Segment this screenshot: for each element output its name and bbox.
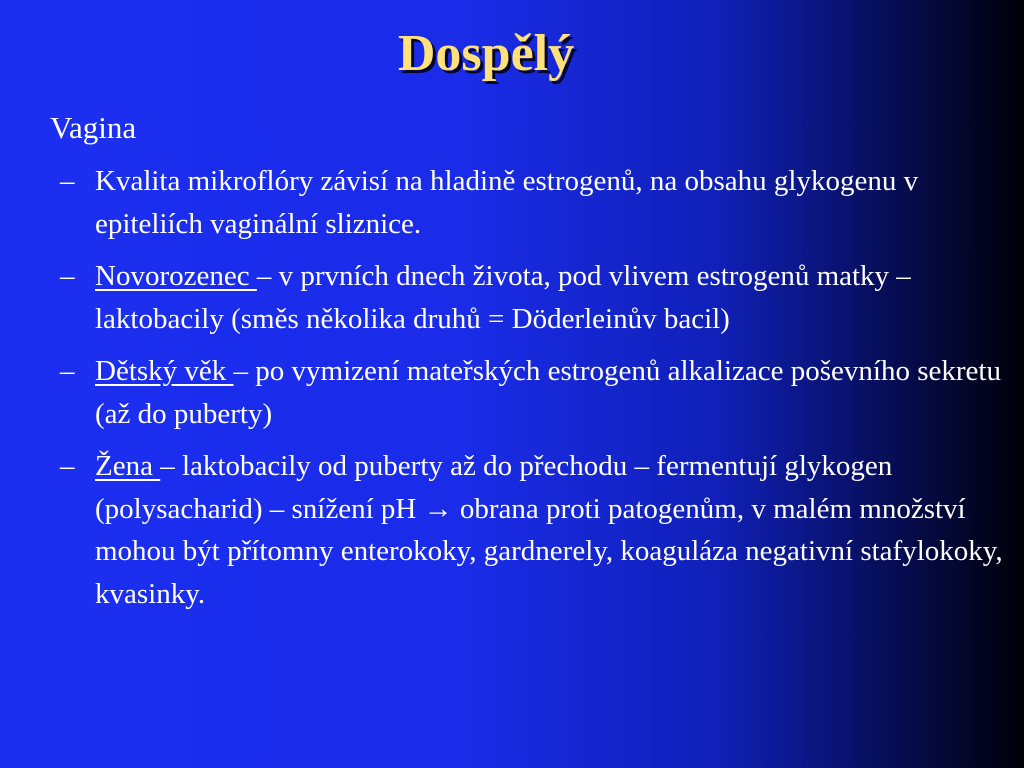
bullet-text: – laktobacily od puberty až do přechodu – fermentují glykogen (polysacharid) – snížení pH → obrana proti patogenům, v malém množství mohou být přítomny enterokoky, gardnerely, koaguláza negativní stafylokoky, kvasinky. [95, 450, 1003, 610]
bullet-dash: – [60, 165, 75, 197]
bullet-text: – po vymizení mateřských estrogenů alkalizace poševního sekretu (až do puberty) [95, 355, 1001, 430]
bullet-text: Kvalita mikroflóry závisí na hladině estrogenů, na obsahu glykogenu v epiteliích vaginální sliznice. [95, 165, 919, 240]
bullet-dash: – [60, 260, 75, 292]
bullet-item-newborn [60, 255, 1010, 340]
bullet-item-microflora [60, 160, 1010, 245]
bullet-dash: – [60, 450, 75, 482]
bullet-text: – v prvních dnech života, pod vlivem estrogenů matky – laktobacily (směs několika druhů = Döderleinův bacil) [95, 260, 911, 335]
bullet-term: Dětský věk [95, 355, 234, 387]
bullet-list [60, 160, 1010, 625]
bullet-item-woman [60, 445, 1010, 615]
bullet-term: Žena [95, 450, 161, 482]
bullet-dash: – [60, 355, 75, 387]
bullet-term: Novorozenec [95, 260, 257, 292]
slide-title: Dospělý [397, 25, 575, 82]
section-heading: Vagina [50, 110, 137, 145]
bullet-item-childhood [60, 350, 1010, 435]
